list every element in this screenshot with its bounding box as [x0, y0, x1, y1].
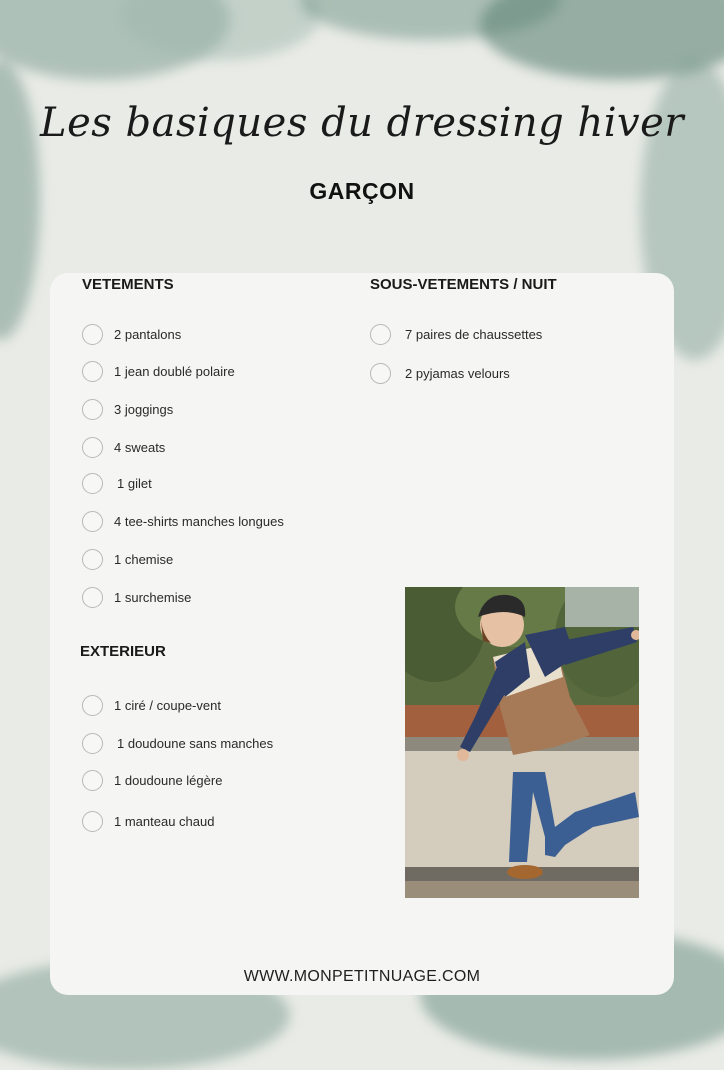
checkbox[interactable] — [82, 361, 103, 382]
list-item[interactable] — [82, 585, 191, 609]
item-label: 2 pyjamas velours — [405, 365, 510, 381]
checkbox[interactable] — [82, 437, 103, 458]
list-item[interactable] — [370, 361, 510, 385]
checkbox[interactable] — [82, 399, 103, 420]
list-item[interactable] — [82, 547, 173, 571]
list-item[interactable] — [82, 471, 152, 495]
checkbox[interactable] — [82, 324, 103, 345]
list-item[interactable] — [82, 322, 181, 346]
checkbox[interactable] — [82, 587, 103, 608]
item-label: 1 ciré / coupe-vent — [114, 697, 221, 713]
checkbox[interactable] — [82, 473, 103, 494]
section-title-vetements: VETEMENTS — [82, 276, 174, 293]
list-item[interactable] — [82, 435, 165, 459]
page-title: Les basiques du dressing hiver — [40, 100, 684, 146]
boy-photo — [405, 587, 639, 898]
item-label: 1 doudoune sans manches — [117, 735, 274, 751]
item-label: 1 manteau chaud — [114, 813, 215, 829]
checkbox[interactable] — [82, 695, 103, 716]
checkbox[interactable] — [82, 770, 103, 791]
section-title-exterieur: EXTERIEUR — [80, 643, 166, 660]
item-label: 2 pantalons — [114, 326, 182, 342]
footer-website[interactable]: WWW.MONPETITNUAGE.COM — [243, 968, 481, 985]
item-label: 3 joggings — [114, 401, 174, 417]
item-label: 1 chemise — [114, 551, 174, 567]
item-label: 1 gilet — [117, 475, 152, 491]
checkbox[interactable] — [370, 363, 391, 384]
item-label: 7 paires de chaussettes — [405, 326, 543, 342]
list-item[interactable] — [82, 509, 284, 533]
checkbox[interactable] — [82, 549, 103, 570]
list-item[interactable] — [82, 693, 221, 717]
checkbox[interactable] — [82, 811, 103, 832]
item-label: 4 sweats — [114, 439, 166, 455]
checkbox[interactable] — [82, 511, 103, 532]
list-item[interactable] — [82, 359, 235, 383]
item-label: 1 surchemise — [114, 589, 192, 605]
list-item[interactable] — [82, 731, 273, 755]
list-item[interactable] — [370, 322, 542, 346]
item-label: 4 tee-shirts manches longues — [114, 513, 284, 529]
item-label: 1 doudoune légère — [114, 772, 223, 788]
item-label: 1 jean doublé polaire — [114, 363, 235, 379]
list-item[interactable] — [82, 768, 222, 792]
checkbox[interactable] — [82, 733, 103, 754]
page-subtitle: GARÇON — [309, 178, 415, 204]
list-item[interactable] — [82, 809, 214, 833]
section-title-sous-vetements: SOUS-VETEMENTS / NUIT — [370, 276, 557, 293]
list-item[interactable] — [82, 397, 173, 421]
checkbox[interactable] — [370, 324, 391, 345]
